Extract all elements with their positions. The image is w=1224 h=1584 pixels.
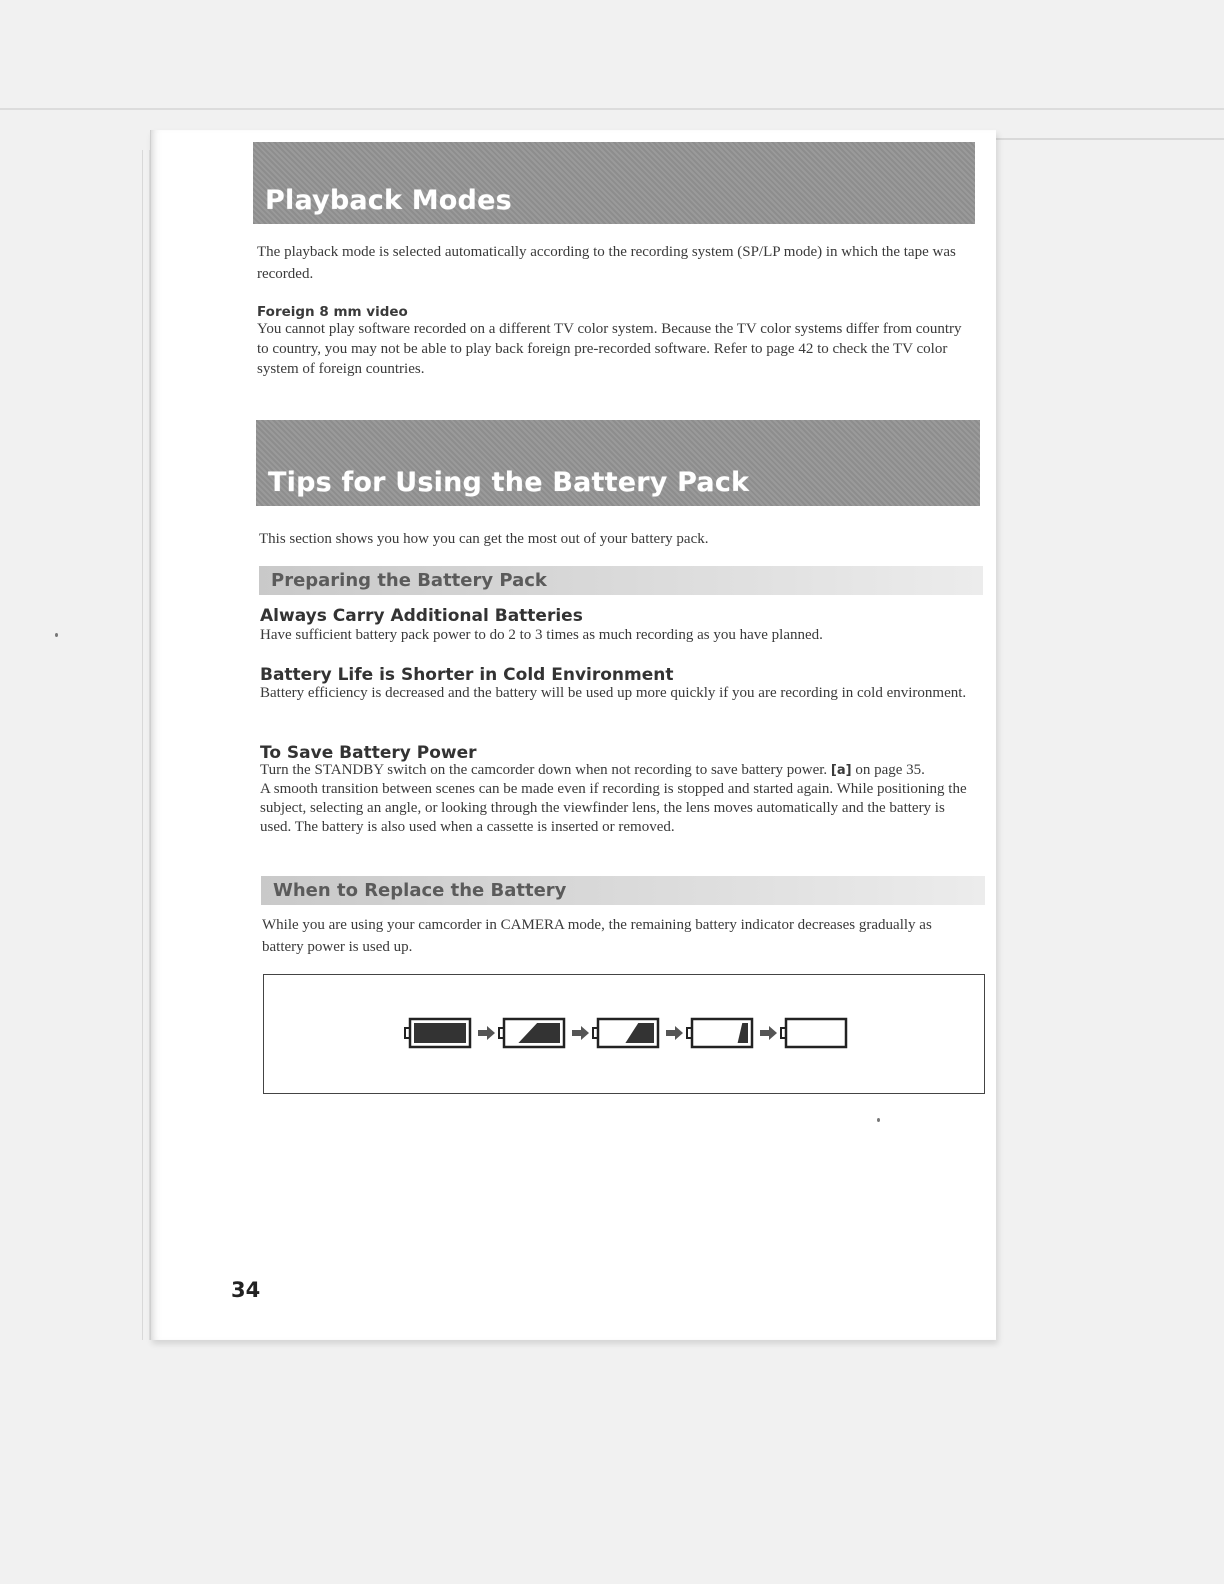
battery-level-group xyxy=(405,1019,846,1047)
section-title-playback-modes xyxy=(253,142,975,224)
battery-level-icon xyxy=(593,1019,658,1047)
cold-environment-text: Battery efficiency is decreased and the battery will be used up more quickly if you are recording in cold environment. xyxy=(260,685,967,701)
battery-tips-intro: This section shows you how you can get the most out of your battery pack. xyxy=(259,531,709,547)
save-power-heading: To Save Battery Power xyxy=(260,743,477,763)
carry-batteries-heading: Always Carry Additional Batteries xyxy=(260,606,583,626)
battery-indicator-figure xyxy=(263,974,985,1094)
scan-speck xyxy=(877,1118,880,1122)
save-power-text xyxy=(260,761,975,837)
page-number: 34 xyxy=(231,1278,261,1302)
battery-indicator-sequence xyxy=(404,1015,864,1051)
battery-level-icon xyxy=(499,1019,564,1047)
scan-speck xyxy=(55,633,58,637)
arrow-right-icon xyxy=(666,1026,683,1040)
replace-battery-text: While you are using your camcorder in CAMERA mode, the remaining battery indicator decreases gradually as battery power is used up. xyxy=(262,917,932,955)
subsection-title-replace xyxy=(261,876,985,905)
arrow-right-icon xyxy=(478,1026,495,1040)
section-title-text: Playback Modes xyxy=(265,185,512,216)
subsection-title-text: Preparing the Battery Pack xyxy=(271,570,547,591)
battery-level-icon xyxy=(781,1019,846,1047)
save-power-sentence: Turn the STANDBY switch on the camcorder down when not recording to save battery power. xyxy=(260,762,828,778)
battery-level-icon xyxy=(687,1019,752,1047)
arrow-right-icon xyxy=(572,1026,589,1040)
save-power-explanation: A smooth transition between scenes can be made even if recording is stopped and started again. While positioning the subject, selecting an angle, or looking through the viewfinder lens, the lens moves automatically and the battery is used. The battery is also used when a cassette is inserted or removed. xyxy=(260,781,967,835)
foreign-video-text: You cannot play software recorded on a different TV color system. Because the TV color systems differ from country to country, you may not be able to play back foreign pre-recorded software. Refer to page 42 to check the TV color system of foreign countries. xyxy=(257,321,962,377)
carry-batteries-text: Have sufficient battery pack power to do 2 to 3 times as much recording as you have planned. xyxy=(260,627,823,643)
battery-level-icon xyxy=(405,1019,470,1047)
page-reference: on page 35. xyxy=(855,762,925,778)
foreign-video-heading: Foreign 8 mm video xyxy=(257,304,408,320)
battery-body xyxy=(786,1019,846,1047)
arrow-right-icon xyxy=(760,1026,777,1040)
battery-charge-fill xyxy=(414,1023,466,1043)
section-title-text: Tips for Using the Battery Pack xyxy=(268,467,750,498)
figure-reference: [a] xyxy=(830,763,852,778)
cold-environment-heading: Battery Life is Shorter in Cold Environment xyxy=(260,665,674,685)
section-title-battery-tips xyxy=(256,420,980,506)
subsection-title-preparing xyxy=(259,566,983,595)
subsection-title-text: When to Replace the Battery xyxy=(273,880,567,901)
playback-intro: The playback mode is selected automatically according to the recording system (SP/LP mode) in which the tape was recorded. xyxy=(257,244,956,282)
